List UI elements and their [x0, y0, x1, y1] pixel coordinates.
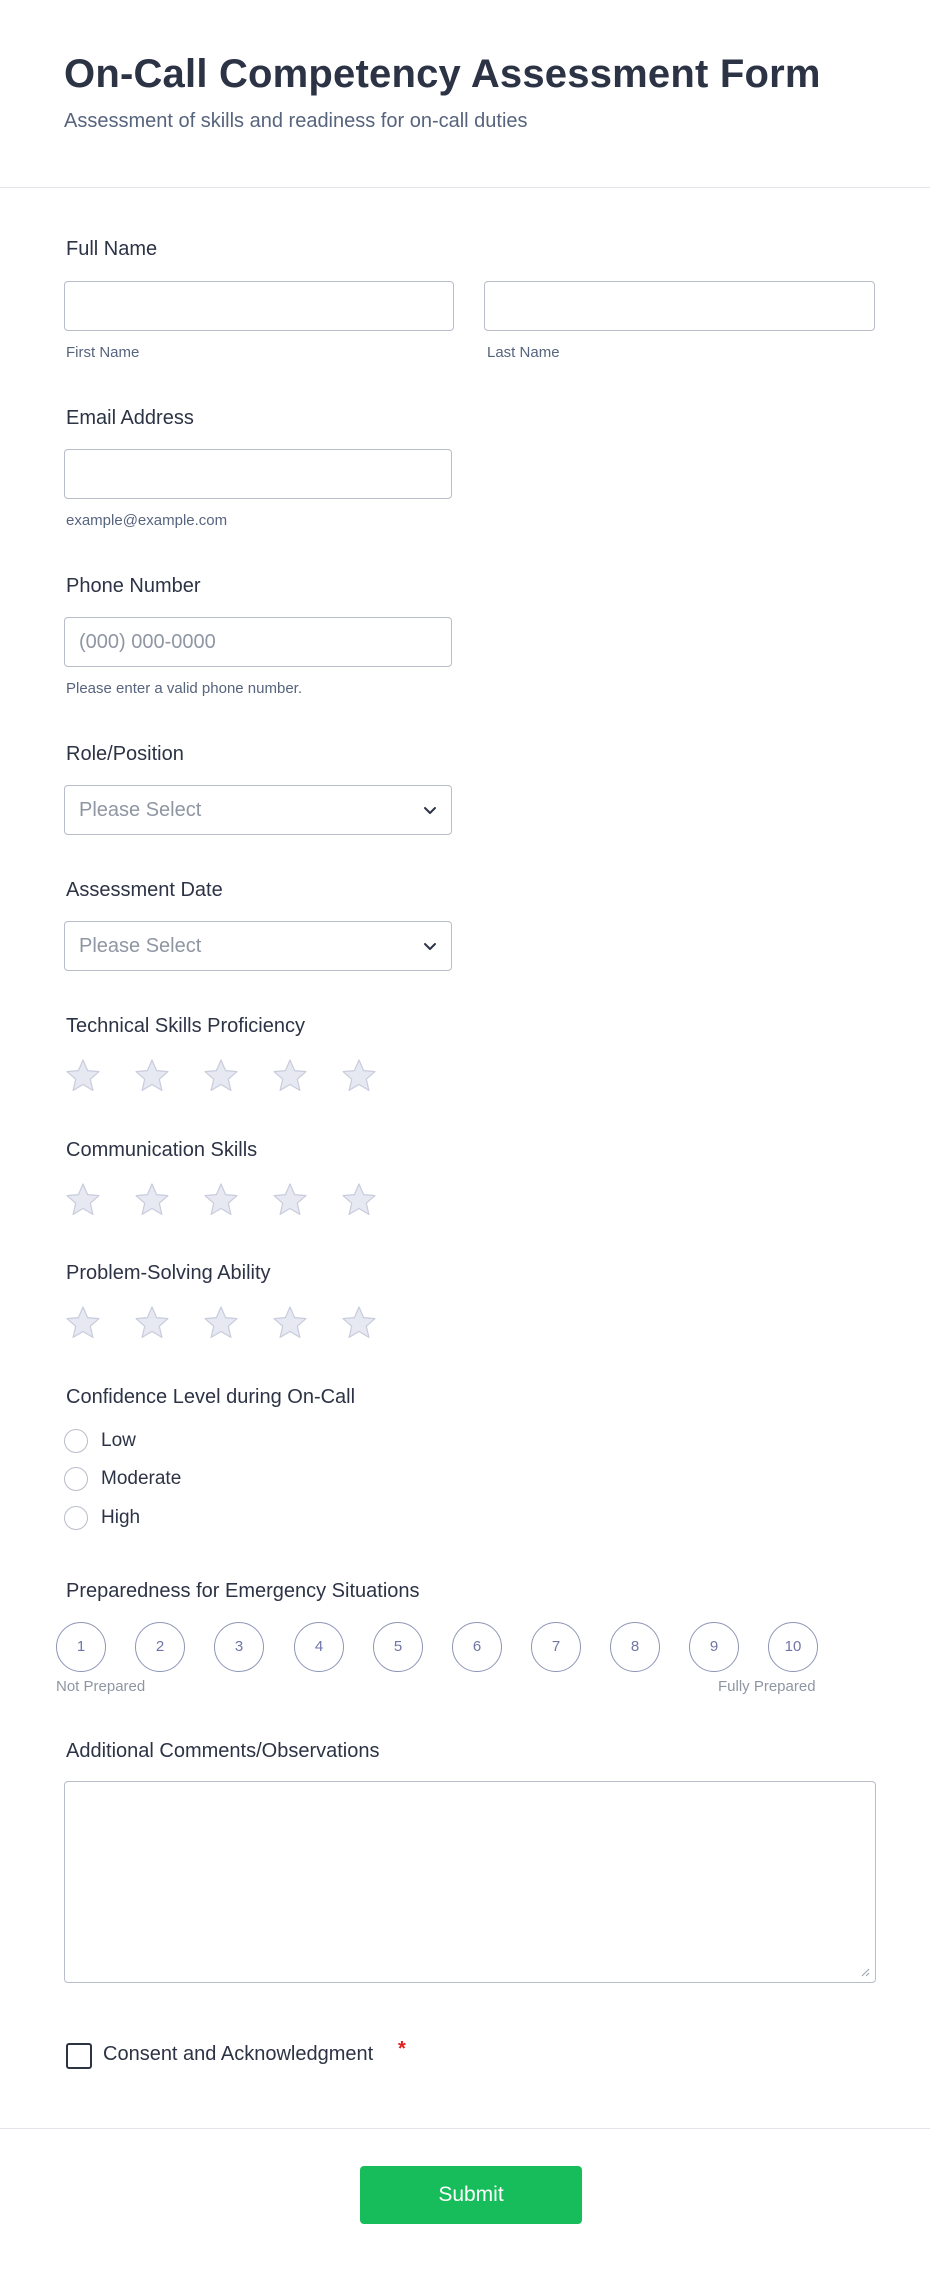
required-mark: * — [398, 2038, 406, 2060]
scale-option-4[interactable]: 4 — [294, 1622, 344, 1672]
chevron-down-icon — [423, 803, 437, 817]
assessment-date-select[interactable] — [64, 921, 452, 971]
assessment-date-label: Assessment Date — [66, 879, 223, 901]
technical-skills-rating — [64, 1057, 394, 1097]
form-subtitle: Assessment of skills and readiness for on-call duties — [64, 110, 528, 132]
scale-option-10[interactable]: 10 — [768, 1622, 818, 1672]
radio-button[interactable] — [64, 1429, 88, 1453]
comments-textarea[interactable] — [64, 1781, 876, 1983]
star-icon[interactable] — [64, 1181, 102, 1219]
star-icon[interactable] — [133, 1181, 171, 1219]
communication-skills-label: Communication Skills — [66, 1139, 258, 1161]
submit-button[interactable]: Submit — [360, 2166, 582, 2224]
last-name-input[interactable] — [484, 281, 875, 331]
footer-divider — [0, 2128, 930, 2129]
star-icon[interactable] — [202, 1057, 240, 1095]
email-label: Email Address — [66, 407, 194, 429]
scale-max-caption: Fully Prepared — [718, 1678, 816, 1695]
role-select[interactable] — [64, 785, 452, 835]
scale-option-2[interactable]: 2 — [135, 1622, 185, 1672]
star-icon[interactable] — [340, 1304, 378, 1342]
star-icon[interactable] — [271, 1057, 309, 1095]
scale-option-9[interactable]: 9 — [689, 1622, 739, 1672]
scale-option-6[interactable]: 6 — [452, 1622, 502, 1672]
consent-checkbox[interactable] — [66, 2043, 92, 2069]
scale-option-3[interactable]: 3 — [214, 1622, 264, 1672]
radio-label: High — [101, 1507, 141, 1528]
star-icon[interactable] — [133, 1304, 171, 1342]
resize-handle-icon[interactable] — [860, 1967, 870, 1977]
problem-solving-label: Problem-Solving Ability — [66, 1262, 271, 1284]
full-name-label: Full Name — [66, 238, 158, 260]
star-icon[interactable] — [340, 1057, 378, 1095]
problem-solving-rating — [64, 1304, 394, 1344]
preparedness-label: Preparedness for Emergency Situations — [66, 1580, 420, 1602]
star-icon[interactable] — [64, 1057, 102, 1095]
scale-option-5[interactable]: 5 — [373, 1622, 423, 1672]
star-icon[interactable] — [202, 1304, 240, 1342]
scale-option-1[interactable]: 1 — [56, 1622, 106, 1672]
confidence-option-moderate[interactable] — [64, 1465, 364, 1495]
confidence-option-low[interactable] — [64, 1427, 364, 1457]
phone-sublabel: Please enter a valid phone number. — [66, 680, 302, 697]
star-icon[interactable] — [133, 1057, 171, 1095]
role-select-value: Please Select — [79, 799, 202, 821]
technical-skills-label: Technical Skills Proficiency — [66, 1015, 305, 1037]
role-label: Role/Position — [66, 743, 184, 765]
consent-label: Consent and Acknowledgment — [103, 2043, 374, 2065]
confidence-option-high[interactable] — [64, 1504, 364, 1534]
radio-button[interactable] — [64, 1467, 88, 1491]
email-input[interactable] — [64, 449, 452, 499]
star-icon[interactable] — [271, 1304, 309, 1342]
star-icon[interactable] — [340, 1181, 378, 1219]
email-sublabel: example@example.com — [66, 512, 228, 529]
form-title: On-Call Competency Assessment Form — [64, 52, 821, 96]
scale-option-8[interactable]: 8 — [610, 1622, 660, 1672]
last-name-sublabel: Last Name — [487, 344, 560, 361]
communication-skills-rating — [64, 1181, 394, 1221]
comments-label: Additional Comments/Observations — [66, 1740, 380, 1762]
star-icon[interactable] — [271, 1181, 309, 1219]
first-name-input[interactable] — [64, 281, 454, 331]
radio-button[interactable] — [64, 1506, 88, 1530]
confidence-label: Confidence Level during On-Call — [66, 1386, 356, 1408]
radio-label: Moderate — [101, 1468, 182, 1489]
star-icon[interactable] — [64, 1304, 102, 1342]
scale-option-7[interactable]: 7 — [531, 1622, 581, 1672]
star-icon[interactable] — [202, 1181, 240, 1219]
first-name-sublabel: First Name — [66, 344, 140, 361]
scale-min-caption: Not Prepared — [56, 1678, 146, 1695]
phone-label: Phone Number — [66, 575, 201, 597]
assessment-date-select-value: Please Select — [79, 935, 202, 957]
radio-label: Low — [101, 1430, 136, 1451]
chevron-down-icon — [423, 939, 437, 953]
form-header — [0, 0, 930, 188]
phone-input[interactable] — [64, 617, 452, 667]
